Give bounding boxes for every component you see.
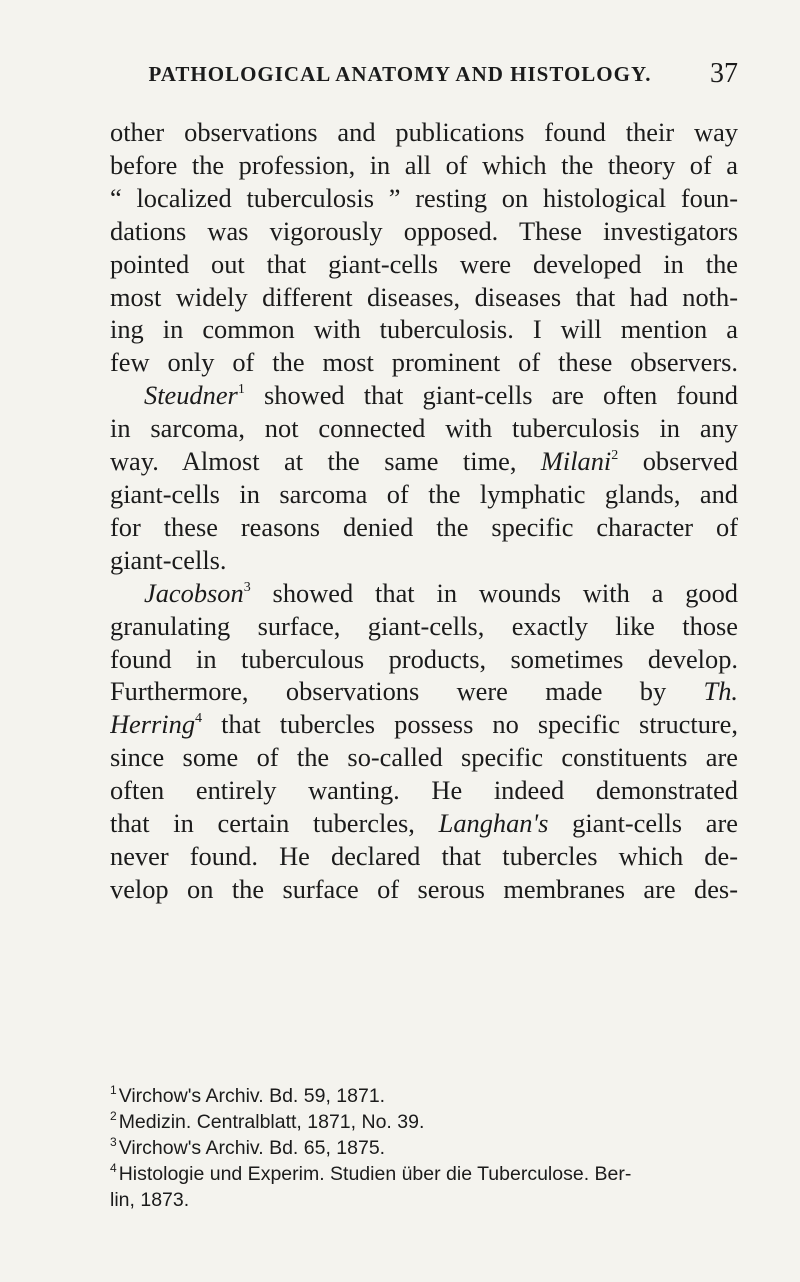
text-line: for these reasons denied the specific character of <box>110 511 738 542</box>
footnote-continuation: lin, 1873. <box>110 1189 190 1211</box>
text-line: few only of the most prominent of these observers. <box>110 347 738 378</box>
footnote-ref: 1 <box>237 382 245 398</box>
footnotes <box>110 1083 738 1213</box>
text-line: giant-cells in sarcoma of the lymphatic glands, and <box>110 478 738 509</box>
text-line: Jacobson$^3$ showed that in wounds with a good <box>144 577 738 608</box>
body-text <box>110 116 738 906</box>
running-head-title: PATHOLOGICAL ANATOMY AND HISTOLOGY. <box>148 62 652 86</box>
text-line: in sarcoma, not connected with tuberculosis in any <box>110 413 738 444</box>
text-line: since some of the so-called specific constituents are <box>110 742 738 773</box>
author-name: Jacobson <box>144 577 244 608</box>
text-line: way. Almost at the same time, Milani$^2$ observed <box>110 446 738 477</box>
running-head <box>0 58 800 92</box>
footnote-ref: 4 <box>195 711 203 727</box>
text-line: Herring$^4$ that tubercles possess no specific structure, <box>110 709 738 740</box>
footnote: $^1$ Virchow's Archiv. Bd. 59, 1871. <box>110 1083 386 1107</box>
footnote-ref: 2 <box>611 448 619 464</box>
footnote: $^3$ Virchow's Archiv. Bd. 65, 1875. <box>110 1135 386 1159</box>
text-line: found in tuberculous products, sometimes develop. <box>110 643 738 674</box>
text-line: giant-cells. <box>110 544 227 575</box>
footnote-mark: 3 <box>110 1135 117 1149</box>
text-line: before the profession, in all of which the theory of a <box>110 149 738 180</box>
page-number: 37 <box>710 58 738 89</box>
author-name: Steudner <box>144 380 238 411</box>
author-name: Herring <box>110 709 196 740</box>
footnote-mark: 4 <box>110 1161 117 1175</box>
footnote: $^2$ Medizin. Centralblatt, 1871, No. 39. <box>110 1109 425 1133</box>
text-line: never found. He declared that tubercles which de- <box>110 840 738 871</box>
text-line: ing in common with tuberculosis. I will mention a <box>110 314 738 345</box>
text-line: that in certain tubercles, Langhan's giant-cells are <box>110 808 738 839</box>
text-line: dations was vigorously opposed. These investigators <box>110 215 738 246</box>
author-name: Langhan's <box>438 808 549 839</box>
footnote: $^4$ Histologie und Experim. Studien über die Tuberculose. Ber- <box>110 1161 632 1185</box>
text-line: most widely different diseases, diseases that had noth- <box>110 281 738 312</box>
text-line: Furthermore, observations were made by Th. <box>110 676 738 707</box>
footnote-mark: 2 <box>110 1109 117 1123</box>
text-line: granulating surface, giant-cells, exactly like those <box>110 610 738 641</box>
footnote-ref: 3 <box>243 579 251 595</box>
author-name: Th. <box>703 676 738 707</box>
text-line: other observations and publications found their way <box>110 117 738 147</box>
text-line: pointed out that giant-cells were developed in the <box>110 248 738 279</box>
author-name: Milani <box>540 446 612 477</box>
footnote-mark: 1 <box>110 1083 117 1097</box>
text-line: “ localized tuberculosis ” resting on histological foun- <box>110 182 738 213</box>
text-line: Steudner$^1$ showed that giant-cells are often found <box>144 380 738 411</box>
text-line: often entirely wanting. He indeed demonstrated <box>110 775 738 806</box>
text-line: velop on the surface of serous membranes are des- <box>110 873 738 904</box>
